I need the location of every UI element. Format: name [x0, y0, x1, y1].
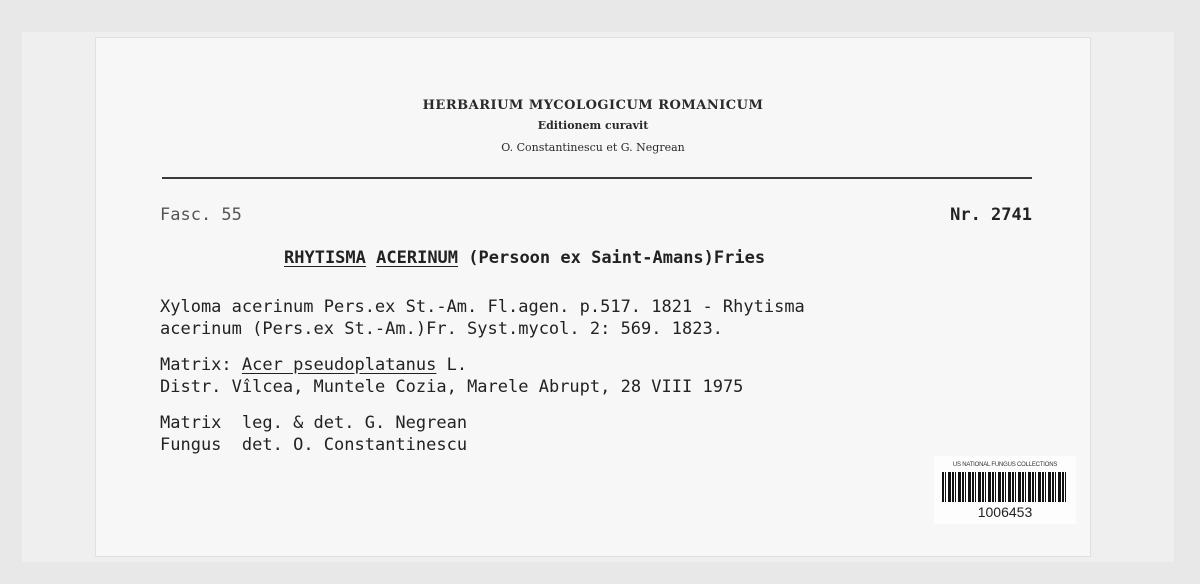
host-name: Acer pseudoplatanus [241, 355, 437, 375]
editor-note: Editionem curavit [537, 119, 649, 132]
matrix-collector-value: leg. & det. G. Negrean [241, 413, 468, 433]
matrix-label: Matrix: [160, 355, 232, 375]
fungus-determiner-value: det. O. Constantinescu [241, 435, 468, 455]
distribution-label: Distr. [160, 377, 222, 397]
barcode-label [934, 456, 1076, 524]
barcode-number: 1006453 [977, 504, 1033, 520]
specimen-number: Nr. 2741 [950, 205, 1032, 225]
fascicle-number: Fasc. 55 [160, 205, 242, 225]
editors: O. Constantinescu et G. Negrean [501, 141, 685, 154]
label-header [96, 96, 1090, 160]
fungus-determiner-label: Fungus [160, 435, 222, 455]
herbarium-label [96, 38, 1090, 556]
herbarium-title: HERBARIUM MYCOLOGICUM ROMANICUM [422, 98, 764, 113]
species-name [284, 247, 765, 269]
matrix-collector-label: Matrix [160, 413, 222, 433]
synonymy-line-2: acerinum (Pers.ex St.-Am.)Fr. Syst.mycol. 2: 569. 1823. [160, 319, 723, 339]
distribution-value: Vîlcea, Muntele Cozia, Marele Abrupt, 28 VIII 1975 [231, 377, 744, 397]
distribution-row [160, 376, 743, 398]
host-authority: L. [436, 355, 468, 375]
matrix-collector-row [160, 412, 467, 434]
barcode-title: US NATIONAL FUNGUS COLLECTIONS [952, 462, 1058, 468]
fungus-determiner-row [160, 434, 467, 456]
authority: (Persoon ex Saint-Amans)Fries [458, 248, 766, 268]
barcode-icon [942, 472, 1068, 502]
matrix-row [160, 354, 467, 376]
header-rule [162, 177, 1032, 179]
epithet: ACERINUM [376, 248, 459, 268]
synonymy-line-1: Xyloma acerinum Pers.ex St.-Am. Fl.agen. p.517. 1821 - Rhytisma [160, 297, 805, 317]
genus: RHYTISMA [284, 248, 366, 268]
